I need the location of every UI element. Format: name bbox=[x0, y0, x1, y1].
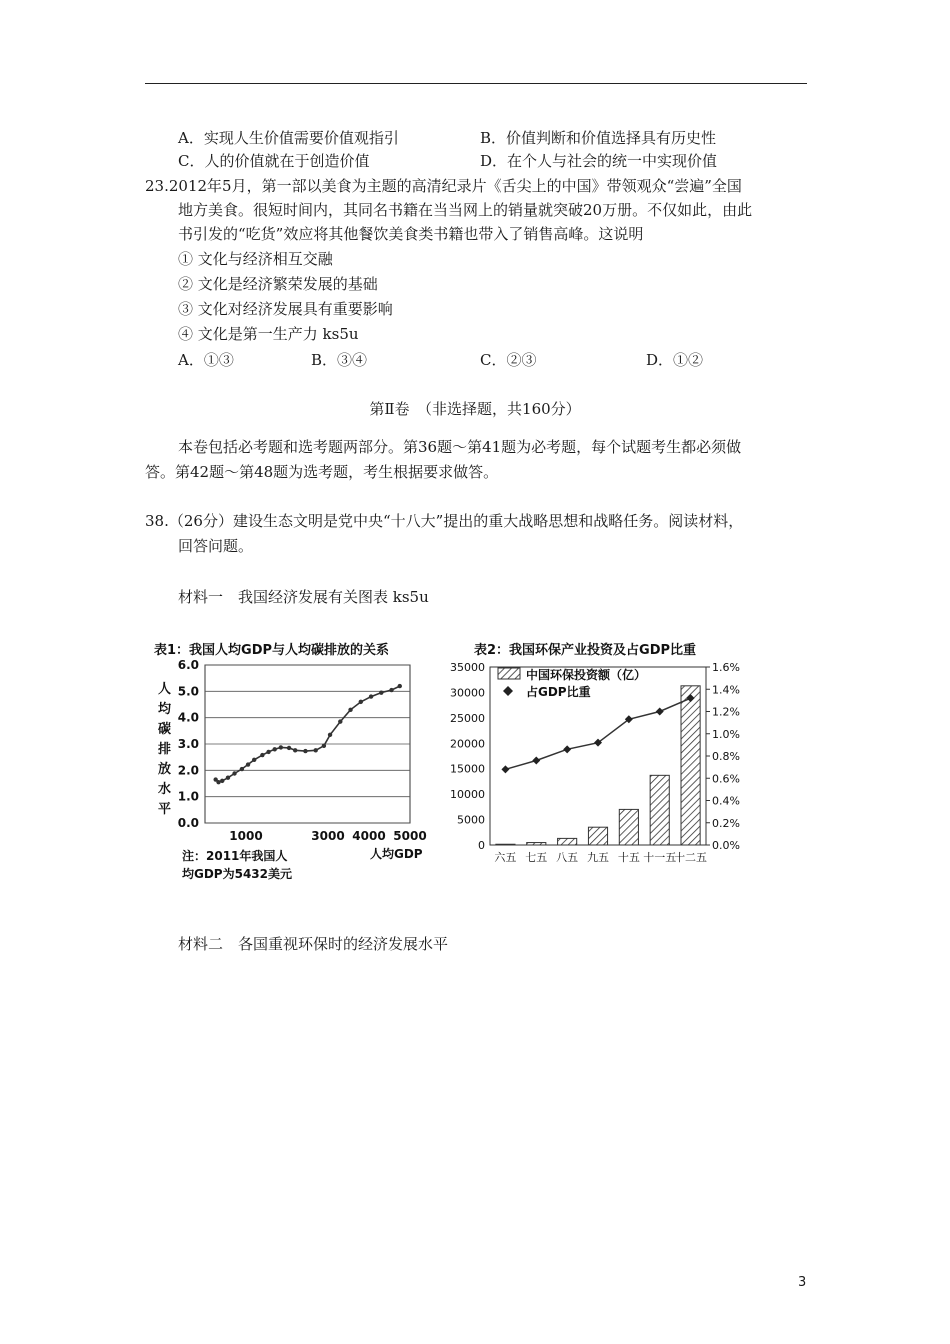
chart1-data-point bbox=[389, 688, 393, 692]
chart1-data-point bbox=[379, 690, 383, 694]
chart1-ylabel-char: 平 bbox=[158, 802, 172, 817]
chart2-y-right-tick-label: 0.0% bbox=[712, 839, 740, 852]
chart1-ylabel-char: 排 bbox=[158, 742, 172, 757]
chart1-data-point bbox=[260, 753, 264, 757]
chart1-x-tick-label: 1000 bbox=[229, 829, 263, 843]
chart1-data-point bbox=[279, 745, 283, 749]
chart1-y-tick-label: 5.0 bbox=[177, 684, 199, 699]
q38-stem-line-2: 回答问题。 bbox=[178, 537, 254, 555]
chart1-y-tick-label: 6.0 bbox=[177, 658, 199, 672]
chart2-bar bbox=[527, 843, 546, 845]
q23-stem-line-1: 23.2012年5月，第一部以美食为主题的高清纪录片《舌尖上的中国》带领观众“尝遍”全国 bbox=[145, 177, 742, 195]
chart2-legend-marker-diamond bbox=[503, 686, 513, 696]
chart2-x-tick-label: 十一五 bbox=[643, 851, 677, 864]
q23-stem-line-3: 书引发的“吃货”效应将其他餐饮美食类书籍也带入了销售高峰。这说明 bbox=[178, 225, 644, 243]
chart2-y-right-tick-label: 1.2% bbox=[712, 705, 740, 719]
chart1-ylabel-char: 水 bbox=[158, 782, 172, 797]
chart2-y-left-tick-label: 15000 bbox=[450, 762, 485, 776]
chart2-x-tick-label: 六五 bbox=[494, 851, 517, 864]
material2-label: 材料二 各国重视环保时的经济发展水平 bbox=[178, 935, 449, 953]
part2-title: 第Ⅱ卷 （非选择题，共160分） bbox=[369, 400, 581, 418]
chart2-x-tick-label: 十五 bbox=[617, 851, 640, 864]
chart2-bar bbox=[681, 686, 700, 845]
chart2-y-right-tick-label: 1.4% bbox=[712, 683, 740, 697]
chart2-ratio-point bbox=[563, 745, 571, 753]
chart1-y-tick-label: 0.0 bbox=[177, 816, 199, 830]
q23-choice-d: D．①② bbox=[646, 351, 704, 369]
chart1-data-point bbox=[398, 684, 402, 688]
q23-statement-1: ① 文化与经济相互交融 bbox=[178, 250, 333, 268]
q23-choice-a: A．①③ bbox=[178, 351, 234, 369]
chart1-data-point bbox=[232, 771, 236, 775]
part2-intro-line-2: 答。第42题～第48题为选考题，考生根据要求做答。 bbox=[145, 463, 499, 481]
chart2-y-right-tick-label: 0.2% bbox=[712, 816, 740, 830]
chart2-bar bbox=[558, 838, 577, 845]
chart1-data-point bbox=[314, 748, 318, 752]
chart2-x-tick-label: 七五 bbox=[525, 851, 548, 864]
chart2-ratio-point bbox=[501, 765, 509, 773]
chart1-x-tick-label: 3000 bbox=[311, 829, 345, 843]
chart1-ylabel-char: 碳 bbox=[158, 722, 172, 737]
chart1-xlabel: 人均GDP bbox=[370, 847, 423, 861]
chart2-y-left-tick-label: 10000 bbox=[450, 788, 485, 802]
q23-statement-3: ③ 文化对经济发展具有重要影响 bbox=[178, 300, 393, 318]
q23-statement-2: ② 文化是经济繁荣发展的基础 bbox=[178, 275, 378, 293]
chart2-y-left-tick-label: 25000 bbox=[450, 711, 485, 725]
chart1-data-point bbox=[252, 758, 256, 762]
page-number: 3 bbox=[798, 1275, 807, 1290]
chart1-y-tick-label: 4.0 bbox=[177, 710, 199, 725]
chart1-title: 表1：我国人均GDP与人均碳排放的关系 bbox=[154, 643, 390, 658]
q23-choice-b: B．③④ bbox=[311, 351, 368, 369]
chart1-data-point bbox=[338, 719, 342, 723]
chart2-y-left-tick-label: 0 bbox=[478, 839, 485, 852]
chart1-data-point bbox=[293, 748, 297, 752]
chart1-note-line-2: 均GDP为5432美元 bbox=[182, 867, 293, 881]
chart2-y-left-tick-label: 35000 bbox=[450, 661, 485, 674]
chart2-y-left-tick-label: 30000 bbox=[450, 686, 485, 700]
q22-option-a: A．实现人生价值需要价值观指引 bbox=[178, 129, 399, 147]
chart2-y-left-tick-label: 5000 bbox=[457, 813, 485, 827]
chart2-ratio-point bbox=[532, 756, 540, 764]
chart2-y-right-tick-label: 0.6% bbox=[712, 772, 740, 786]
chart1-data-point bbox=[359, 700, 363, 704]
chart2-legend-bar-label: 中国环保投资额（亿） bbox=[526, 668, 647, 682]
chart1-y-tick-label: 3.0 bbox=[177, 737, 199, 751]
chart1-data-point bbox=[240, 767, 244, 771]
chart2-bar bbox=[496, 844, 515, 845]
chart2-legend-swatch-bar bbox=[498, 668, 520, 679]
chart1-data-point bbox=[369, 694, 373, 698]
chart2-bar bbox=[619, 809, 638, 845]
chart1-x-tick-label: 5000 bbox=[393, 829, 427, 843]
q22-option-d: D．在个人与社会的统一中实现价值 bbox=[480, 152, 718, 170]
chart2-y-left-tick-label: 20000 bbox=[450, 737, 485, 751]
material1-label: 材料一 我国经济发展有关图表 ks5u bbox=[178, 588, 429, 606]
chart1-ylabel-char: 人 bbox=[158, 682, 172, 697]
chart2-ratio-point bbox=[656, 708, 664, 716]
chart1-ylabel-char: 均 bbox=[158, 702, 172, 717]
chart2-x-tick-label: 九五 bbox=[587, 851, 609, 864]
header-rule bbox=[145, 83, 807, 84]
chart1-y-tick-label: 2.0 bbox=[177, 763, 199, 778]
chart1-data-point bbox=[226, 776, 230, 780]
q23-stem-line-2: 地方美食。很短时间内，其同名书籍在当当网上的销量就突破20万册。不仅如此，由此 bbox=[178, 201, 753, 219]
chart1-data-point bbox=[328, 733, 332, 737]
chart1-data-point bbox=[303, 749, 307, 753]
q23-statement-4: ④ 文化是第一生产力 ks5u bbox=[178, 325, 359, 343]
chart2-y-right-tick-label: 1.6% bbox=[712, 661, 740, 674]
part2-intro-line-1: 本卷包括必考题和选考题两部分。第36题～第41题为必考题，每个试题考生都必须做 bbox=[178, 438, 742, 456]
chart1-note-line-1: 注：2011年我国人 bbox=[182, 849, 288, 863]
chart1-data-point bbox=[287, 746, 291, 750]
chart1-data-point bbox=[220, 779, 224, 783]
chart-carbon-vs-gdp bbox=[150, 635, 440, 885]
q38-stem-line-1: 38.（26分）建设生态文明是党中央“十八大”提出的重大战略思想和战略任务。阅读材料， bbox=[145, 512, 744, 530]
chart2-legend-line-label: 占GDP比重 bbox=[526, 685, 591, 699]
chart-env-investment bbox=[438, 635, 758, 870]
chart1-data-point bbox=[348, 708, 352, 712]
chart1-x-tick-label: 4000 bbox=[352, 829, 386, 843]
chart1-y-tick-label: 1.0 bbox=[177, 789, 199, 804]
chart1-data-point bbox=[246, 762, 250, 766]
q22-option-c: C．人的价值就在于创造价值 bbox=[178, 152, 370, 170]
chart2-y-right-tick-label: 1.0% bbox=[712, 727, 740, 741]
chart1-ylabel-char: 放 bbox=[158, 762, 172, 777]
q23-choice-c: C．②③ bbox=[480, 351, 537, 369]
chart2-x-tick-label: 八五 bbox=[556, 851, 579, 864]
chart2-ratio-line bbox=[505, 698, 690, 769]
chart1-data-point bbox=[266, 750, 270, 754]
chart1-data-point bbox=[322, 744, 326, 748]
chart2-bar bbox=[650, 775, 669, 845]
q22-option-b: B．价值判断和价值选择具有历史性 bbox=[480, 129, 717, 147]
chart2-bar bbox=[588, 827, 607, 845]
chart2-y-right-tick-label: 0.4% bbox=[712, 794, 740, 808]
chart2-title: 表2：我国环保产业投资及占GDP比重 bbox=[474, 643, 697, 658]
chart2-x-tick-label: 十二五 bbox=[674, 851, 708, 864]
chart1-data-point bbox=[273, 747, 277, 751]
chart2-y-right-tick-label: 0.8% bbox=[712, 750, 740, 763]
chart2-plot-frame bbox=[490, 667, 706, 845]
